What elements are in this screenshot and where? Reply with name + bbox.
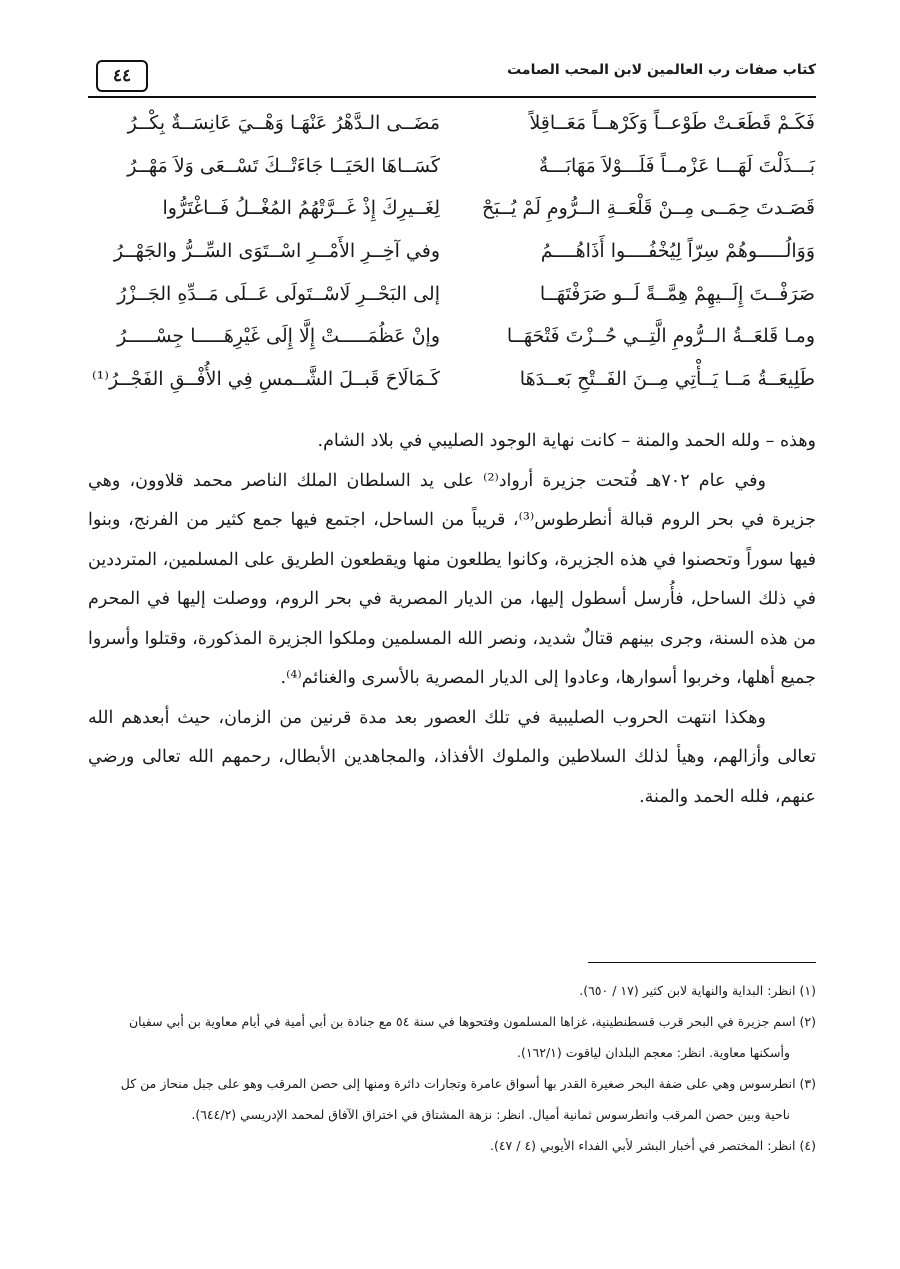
footnote: (١) انظر: البداية والنهاية لابن كثير (١٧ / ٦٥٠).	[579, 983, 816, 998]
verse-first-hemistich: قَصَـدتَ حِمَــى مِــنْ قَلْعَــةِ الــرُّومِ لَمْ يُــبَحْ	[481, 197, 815, 220]
verse-first-hemistich: صَرَفْــتَ إِلَــيهِمْ هِمَّــةً لَــو صَرَفْتَهَــا	[539, 282, 815, 305]
footnote-continuation: ناحية وبين حصن المرقب وانطرسوس ثمانية أميال. انظر: نزهة المشتاق في اختراق الآفاق لمحمد الإدريسي (٦٤٤/٢).	[191, 1107, 790, 1122]
verse-second-hemistich: وإنْ عَظُمَـــــتْ إِلَّا إِلَى غَيْرِهَـــــا جِسْـــــرُ	[117, 325, 440, 348]
verse-second-hemistich: لِغَــيرِكَ إِذْ غَــرَّتْهُمُ المُغْــلُ فَــاغْتَرُّوا	[162, 197, 440, 220]
paragraph: وفي عام ٧٠٢هـ فُتحت جزيرة أرواد⁽²⁾ على يد السلطان الملك الناصر محمد قلاوون، وهي جزيرة في بحر الروم قبالة أنطرطوس⁽³⁾، قريباً من الساحل، اجتمع فيها جمع كثير من الفرنج، وبنوا فيها سوراً وتحصنوا في هذه الجزيرة، وكانوا يطلعون منها ويقطعون الطريق على المسلمين، المترددين في ذلك الساحل، فأُرسل أسطول إليها، من الديار المصرية في بحر الروم، ووصلت إليها في المحرم من هذه السنة، وجرى بينهم قتالٌ شديد، ونصر الله المسلمين وملكوا الجزيرة المذكورة، وقتلوا وأسروا جميع أهلها، وخربوا أسوارها، وعادوا إلى الديار المصرية بالأسرى والغنائم⁽⁴⁾.	[88, 470, 816, 688]
poem-verse	[95, 325, 815, 368]
poem-verse	[95, 155, 815, 198]
footnote: (٤) انظر: المختصر في أخبار البشر لأبي الفداء الأيوبي (٤ / ٤٧).	[489, 1138, 816, 1153]
verse-first-hemistich: وَوَالُـــــوهُمْ سِرّاً لِيُخْفُــــوا أَذَاهُــــمُ	[540, 240, 815, 263]
footnote-separator	[588, 962, 816, 963]
paragraph: وهكذا انتهت الحروب الصليبية في تلك العصور بعد مدة قرنين من الزمان، حيث أبعدهم الله تعالى وأزالهم، وهيأ لذلك السلاطين والملوك الأفذاذ، والمجاهدين الأبطال، رحمهم الله تعالى ورضي عنهم، فلله الحمد والمنة.	[88, 707, 816, 807]
verse-first-hemistich: طَلِيعَــةُ مَــا يَــأْتِي مِــنَ الفَــتْحِ بَعــدَهَا	[519, 368, 815, 391]
verse-second-hemistich: مَضَــى الـدَّهْرُ عَنْهَـا وَهْــيَ عَانِسَــةٌ بِكْــرُ	[127, 112, 440, 134]
verse-first-hemistich: فَكَـمْ قَطَعَـتْ طَوْعــاً وَكَرْهــاً مَعَــاقِلاً	[529, 112, 815, 134]
page-number: ٤٤	[96, 60, 148, 92]
footnotes	[88, 976, 816, 1162]
verse-second-hemistich: كَـمَالَاحَ قَبــلَ الشَّــمسِ فِي الأُفْــقِ الفَجْــرُ⁽¹⁾	[92, 368, 440, 391]
book-title: كتاب صفات رب العالمين لابن المحب الصامت	[507, 62, 816, 78]
body-text	[88, 422, 816, 817]
verse-second-hemistich: إلى البَحْــرِ لَاسْــتَولَى عَــلَى مَــدِّهِ الجَــزْرُ	[117, 282, 440, 305]
verse-first-hemistich: بَـــذَلْتَ لَهَـــا عَزْمــاً فَلَـــوْلاَ مَهَابَـــةٌ	[538, 154, 815, 177]
poem-verse	[95, 197, 815, 240]
footnote-continuation: وأسكنها معاوية. انظر: معجم البلدان لياقوت (١٦٢/١).	[516, 1045, 790, 1060]
page-header	[88, 40, 816, 92]
poem-verse	[95, 112, 815, 155]
footnote: (٣) انطرسوس وهي على ضفة البحر صغيرة القدر بها أسواق عامرة وتجارات دائرة ومنها إلى حصن المرقب وهو على جبل منحاز من كل	[120, 1076, 816, 1091]
paragraph: وهذه – ولله الحمد والمنة – كانت نهاية الوجود الصليبي في بلاد الشام.	[317, 431, 816, 451]
poem	[92, 112, 815, 411]
poem-verse	[95, 240, 815, 283]
verse-first-hemistich: ومـا قَلعَــةُ الــرُّومِ الَّتِــي حُــزْتَ فَتْحَهَــا	[506, 325, 815, 348]
verse-second-hemistich: كَسَــاهَا الحَيَــا جَاءَتْــكَ تَسْــعَى وَلاَ مَهْــرُ	[127, 154, 440, 177]
poem-verse	[95, 283, 815, 326]
poem-verse	[92, 368, 815, 411]
footnote: (٢) اسم جزيرة في البحر قرب قسطنطينية، غزاها المسلمون وفتحوها في سنة ٥٤ مع جنادة بن أبي أمية في أيام معاوية بن أبي سفيان	[128, 1014, 816, 1029]
header-rule	[88, 96, 816, 98]
verse-second-hemistich: وفي آخِــرِ الأَمْــرِ اسْــتَوَى السِّــرُّ والجَهْــرُ	[113, 240, 440, 263]
